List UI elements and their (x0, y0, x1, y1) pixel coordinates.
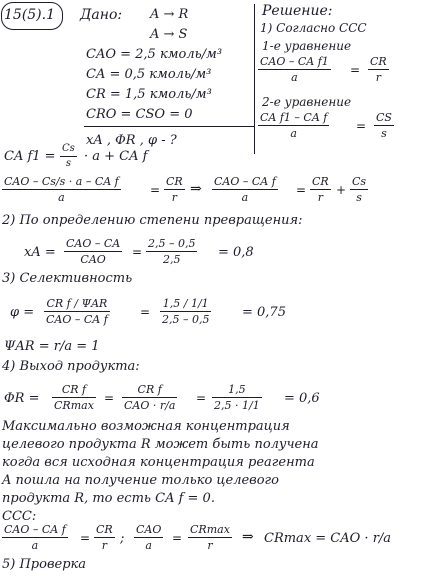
eq2-fraction-right: CS s (376, 111, 392, 141)
given-cao: CAO = 2,5 кмоль/м³ (86, 47, 223, 62)
equation-2-label: 2-е уравнение (262, 95, 352, 109)
selectivity-lhs: φ = (10, 305, 35, 320)
solution-column-divider (254, 4, 255, 154)
final-result: CRmax = CAO · r/a (264, 531, 392, 546)
yield-equals-1: = (104, 391, 115, 405)
yield-formula-fraction: CR f CRmax (54, 383, 94, 413)
result-cs-fraction: Cs s (352, 175, 367, 205)
given-title: Дано: (80, 7, 123, 23)
paragraph-line-5: продукта R, то есть CA f = 0. (2, 491, 215, 506)
selectivity-result: = 0,75 (242, 305, 286, 320)
selectivity-values-fraction: 1,5 / 1/1 2,5 – 0,5 (162, 297, 210, 327)
conversion-result: = 0,8 (218, 245, 254, 260)
caf1-lhs: CA f1 = (4, 149, 56, 164)
solution-title: Решение: (262, 3, 333, 19)
conversion-formula-fraction: CAO – CA CAO (66, 237, 121, 267)
problem-number: 15(5).1 (4, 7, 56, 23)
reaction-1: A → R (150, 7, 189, 22)
psi-ar-value: ΨAR = r/a = 1 (4, 339, 100, 354)
given-cr: CR = 1,5 кмоль/м³ (86, 87, 212, 102)
final-fraction-3: CAO a (136, 523, 162, 553)
selectivity-formula-fraction: CR f / ΨAR CAO – CA f (46, 297, 108, 327)
caf1-rest: · a + CA f (84, 149, 148, 164)
ccc-label: ССС: (2, 509, 37, 524)
selectivity-heading: 3) Селективность (2, 271, 133, 286)
reaction-2: A → S (150, 27, 188, 42)
eq1-fraction-left: CAO – CA f1 a (260, 55, 329, 85)
conversion-lhs: xA = (24, 245, 56, 260)
paragraph-line-1: Максимально возможная концентрация (2, 419, 290, 434)
final-fraction-2: CR r (96, 523, 113, 553)
result-equals: = (296, 183, 307, 197)
given-divider (84, 126, 254, 127)
eq1-fraction-right: CR r (370, 55, 387, 85)
result-plus: + (336, 183, 347, 197)
derivation-equals: = (150, 183, 161, 197)
conversion-values-fraction: 2,5 – 0,5 2,5 (148, 237, 196, 267)
final-arrow: ⇒ (242, 529, 254, 545)
yield-lhs: ΦR = (4, 391, 40, 406)
given-cro: CRO = CSO = 0 (86, 107, 193, 122)
paragraph-line-4: A пошла на получение только целевого (2, 473, 279, 488)
yield-result: = 0,6 (284, 391, 320, 406)
yield-equals-2: = (196, 391, 207, 405)
final-fraction-4: CRmax r (190, 523, 230, 553)
eq1-equals: = (350, 63, 361, 77)
paragraph-line-2: целевого продукта R может быть получена (2, 437, 319, 452)
find-values: xA , ΦR , φ - ? (86, 133, 177, 148)
conversion-heading: 2) По определению степени превращения: (2, 213, 303, 228)
result-cr-fraction: CR r (312, 175, 329, 205)
eq2-fraction-left: CA f1 – CA f a (260, 111, 328, 141)
final-equals-2: = (172, 531, 183, 545)
selectivity-equals: = (140, 305, 151, 319)
yield-substituted-fraction: CR f CAO · r/a (124, 383, 176, 413)
paragraph-line-3: когда вся исходная концентрация реагента (2, 455, 315, 470)
final-separator: ; (120, 531, 125, 546)
check-heading: 5) Проверка (2, 557, 87, 572)
step-1-label: 1) Согласно ССС (260, 21, 367, 35)
caf1-fraction: Cs s (62, 143, 75, 170)
eq2-equals: = (356, 119, 367, 133)
yield-values-fraction: 1,5 2,5 · 1/1 (214, 383, 260, 413)
equation-1-label: 1-е уравнение (262, 39, 352, 53)
derivation-big-fraction: CAO – Cs/s · a – CA f a (4, 175, 119, 205)
final-fraction-1: CAO – CA f a (4, 523, 66, 553)
yield-heading: 4) Выход продукта: (2, 359, 140, 374)
given-ca: CA = 0,5 кмоль/м³ (86, 67, 212, 82)
implies-arrow: ⇒ (190, 181, 202, 197)
conversion-equals: = (132, 245, 143, 259)
derivation-cr-fraction: CR r (166, 175, 183, 205)
derivation-result-fraction: CAO – CA f a (214, 175, 276, 205)
final-equals-1: = (80, 531, 91, 545)
